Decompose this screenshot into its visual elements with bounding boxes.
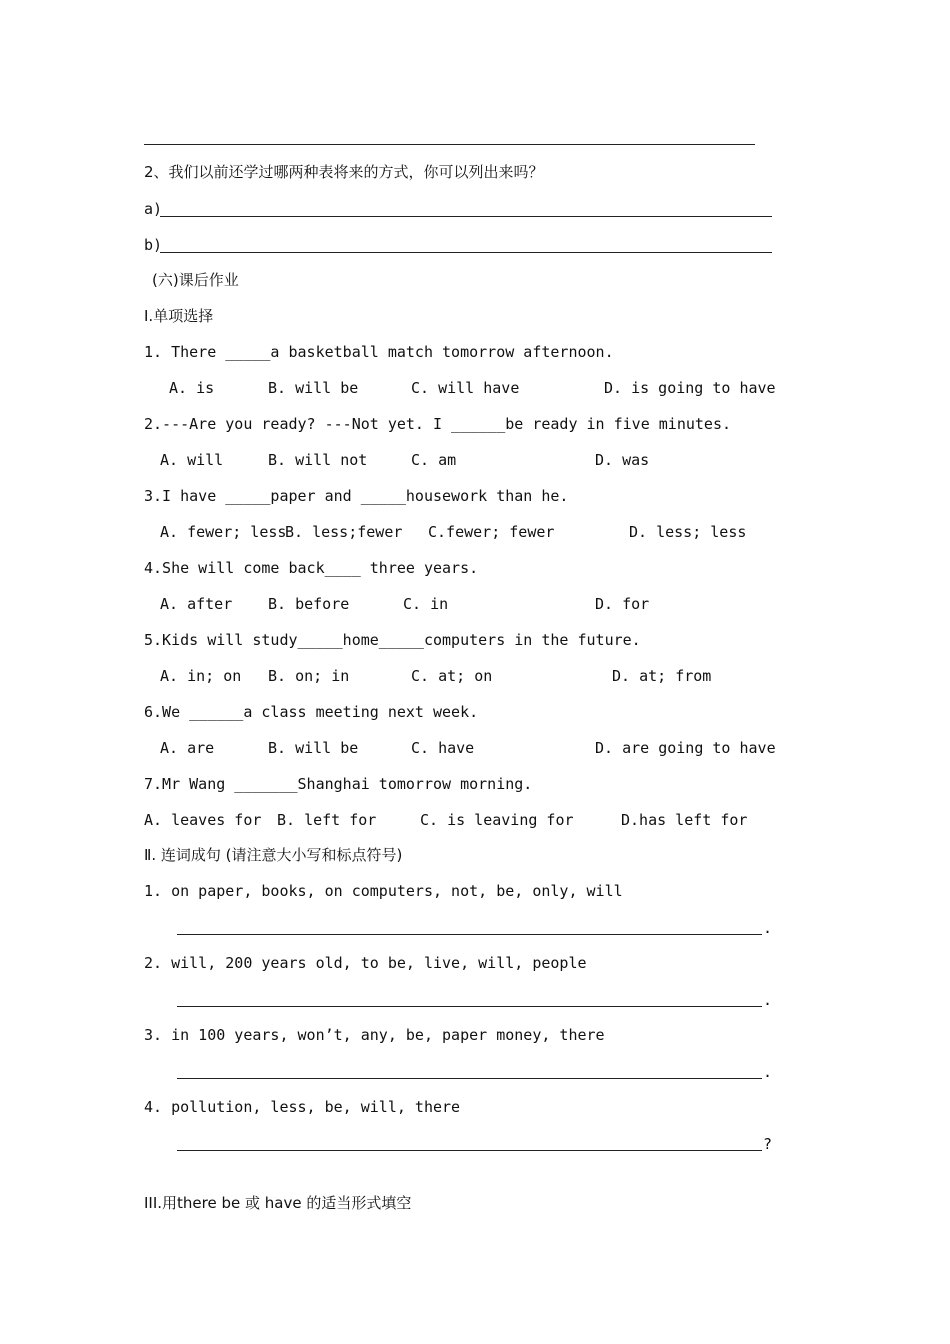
option-d: D.has left for (621, 811, 748, 829)
end-punctuation: . (763, 991, 773, 1009)
question-stem: 7.Mr Wang _______Shanghai tomorrow morning. (144, 775, 533, 793)
option-c: C. at; on (411, 667, 493, 685)
sentence-words: 2. will, 200 years old, to be, live, will, people (144, 954, 587, 972)
option-a: A. in; on (160, 667, 242, 685)
homework-title: (六)课后作业 (152, 271, 239, 289)
question-stem: 4.She will come back____ three years. (144, 559, 479, 577)
option-b: B. left for (277, 811, 377, 829)
question-stem: 5.Kids will study_____home_____computers in the future. (144, 631, 641, 649)
option-c: C.fewer; fewer (428, 523, 555, 541)
option-a: A. will (160, 451, 224, 469)
option-d: D. at; from (612, 667, 712, 685)
question-stem: 1. There _____a basketball match tomorrow afternoon. (144, 343, 614, 361)
answer-label-b: b) (144, 236, 163, 254)
answer-label-a: a) (144, 200, 163, 218)
part1-title: I.单项选择 (144, 307, 214, 325)
option-d: D. less; less (629, 523, 747, 541)
option-b: B. will be (268, 739, 359, 757)
option-b: B. will be (268, 379, 359, 397)
answer-line-a[interactable] (160, 216, 772, 217)
answer-line[interactable] (177, 934, 762, 935)
answer-line (144, 144, 755, 145)
option-a: A. is (169, 379, 215, 397)
option-d: D. for (595, 595, 650, 613)
option-a: A. fewer; less (160, 523, 287, 541)
option-b: B. on; in (268, 667, 350, 685)
sentence-words: 1. on paper, books, on computers, not, be, only, will (144, 882, 623, 900)
part3-title: III.用there be 或 have 的适当形式填空 (144, 1194, 412, 1212)
answer-line[interactable] (177, 1006, 762, 1007)
option-b: B. before (268, 595, 350, 613)
answer-line-b[interactable] (160, 252, 772, 253)
question-stem: 2.---Are you ready? ---Not yet. I ______be ready in five minutes. (144, 415, 731, 433)
end-punctuation: . (763, 919, 773, 937)
option-c: C. in (403, 595, 449, 613)
end-punctuation: . (763, 1063, 773, 1081)
option-a: A. are (160, 739, 215, 757)
option-a: A. leaves for (144, 811, 262, 829)
option-c: C. will have (411, 379, 520, 397)
option-a: A. after (160, 595, 233, 613)
option-b: B. less;fewer (285, 523, 403, 541)
end-punctuation: ? (763, 1135, 773, 1153)
option-d: D. is going to have (604, 379, 776, 397)
question-stem: 3.I have _____paper and _____housework than he. (144, 487, 569, 505)
sentence-words: 3. in 100 years, won’t, any, be, paper money, there (144, 1026, 605, 1044)
question-stem: 6.We ______a class meeting next week. (144, 703, 479, 721)
question-2: 2、我们以前还学过哪两种表将来的方式，你可以列出来吗？ (144, 163, 544, 181)
option-b: B. will not (268, 451, 368, 469)
answer-line[interactable] (177, 1150, 762, 1151)
part2-title: Ⅱ. 连词成句 (请注意大小写和标点符号) (144, 846, 403, 864)
sentence-words: 4. pollution, less, be, will, there (144, 1098, 461, 1116)
option-d: D. was (595, 451, 650, 469)
option-c: C. am (411, 451, 457, 469)
answer-line[interactable] (177, 1078, 762, 1079)
option-c: C. have (411, 739, 475, 757)
option-c: C. is leaving for (420, 811, 574, 829)
option-d: D. are going to have (595, 739, 776, 757)
